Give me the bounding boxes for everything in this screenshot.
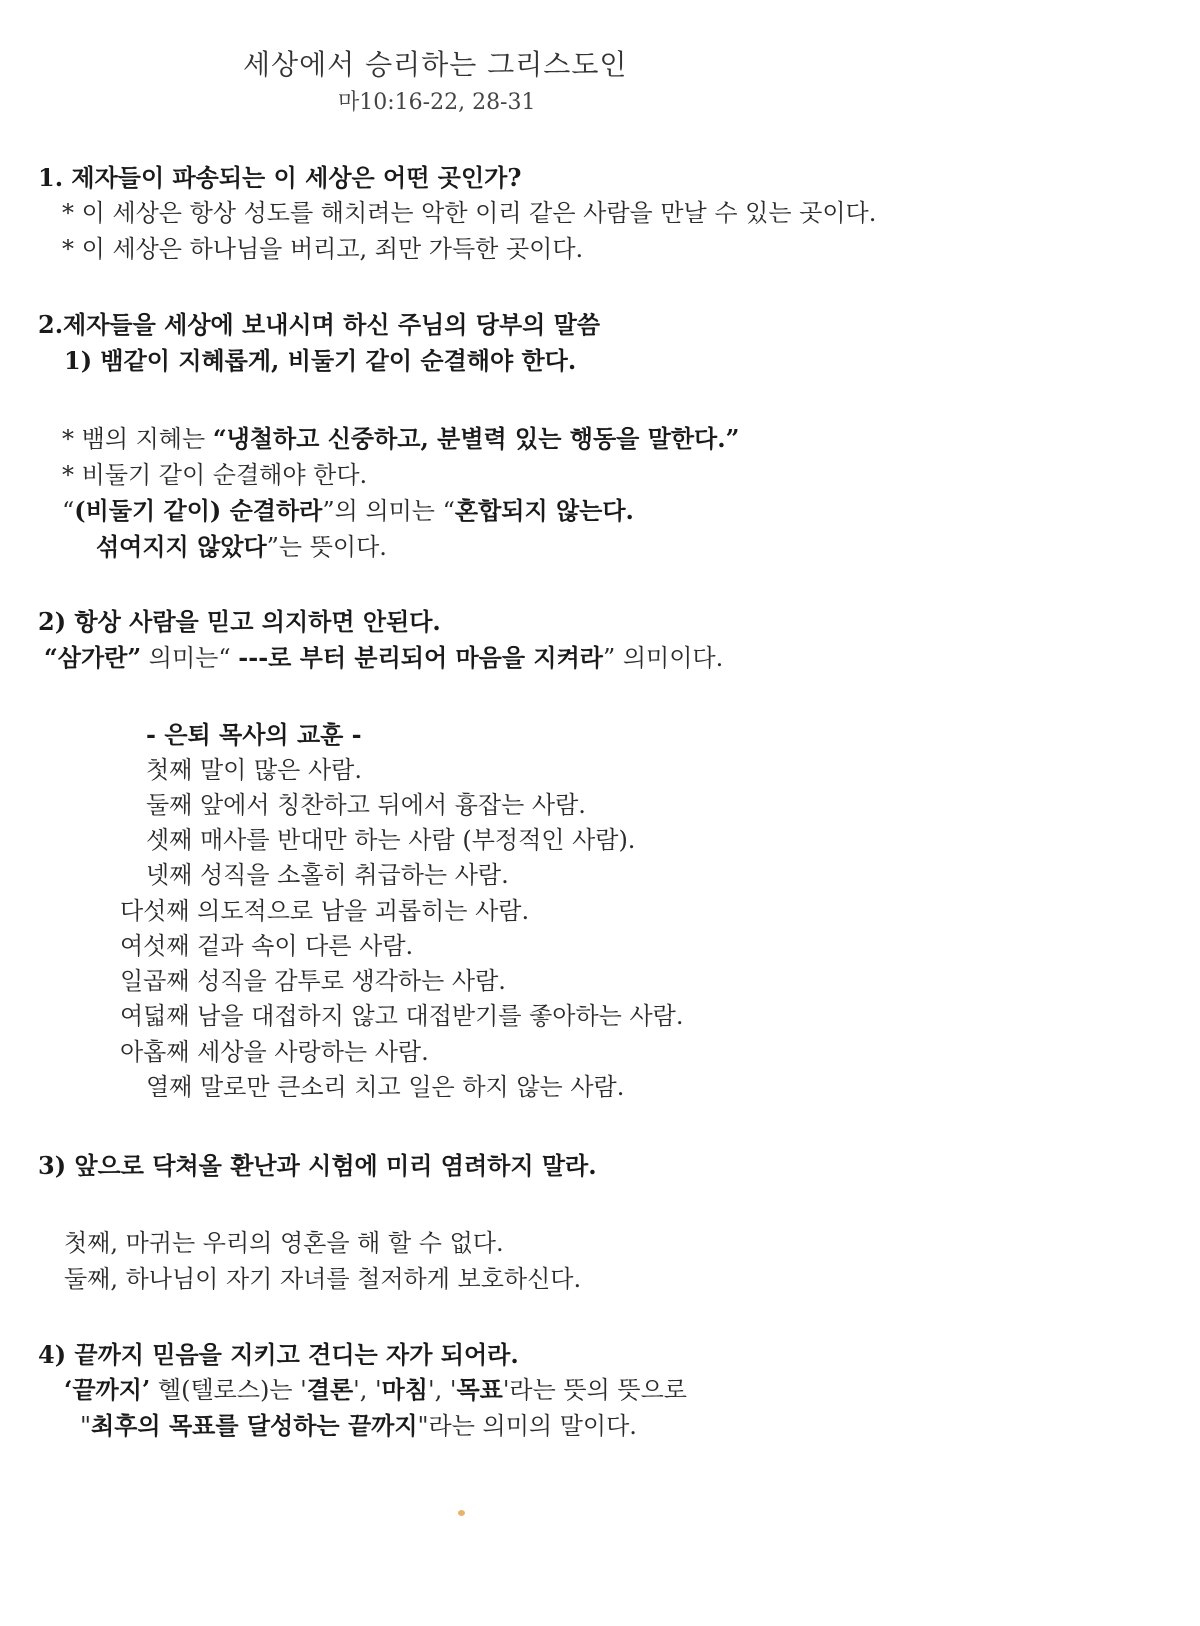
- lesson-item: 다섯째 의도적으로 남을 괴롭히는 사람.: [120, 897, 530, 925]
- telos-text: 헬(텔로스)는 ': [150, 1376, 307, 1404]
- samga-meaning-line: [44, 643, 723, 673]
- section1-bullet-1: * 이 세상은 항상 성도를 해치려는 악한 이리 같은 사람을 만날 수 있는 곳이다.: [62, 199, 877, 227]
- quote-open: “: [62, 497, 75, 525]
- telos-meaning-line-2: [80, 1411, 637, 1441]
- purity-definition: 혼합되지 않는다.: [454, 496, 634, 525]
- point4-heading: 4) 끝까지 믿음을 지키고 견디는 자가 되어라.: [38, 1340, 519, 1369]
- samga-definition: ---로 부터 분리되어 마음을 지켜라: [238, 643, 603, 672]
- telos-sep: ', ': [427, 1376, 457, 1404]
- section2-heading: 2.제자들을 세상에 보내시며 하신 주님의 당부의 말씀: [38, 310, 601, 339]
- scripture-reference: 마10:16-22, 28-31: [338, 90, 536, 115]
- purity-term: (비둘기 같이) 순결하라: [74, 496, 323, 525]
- purity-meaning-line: [62, 496, 634, 526]
- purity-meaning-line-2: [96, 532, 387, 562]
- point1-heading: 1) 뱀같이 지혜롭게, 비둘기 같이 순결해야 한다.: [64, 346, 577, 375]
- dove-purity-line: * 비둘기 같이 순결해야 한다.: [62, 461, 368, 489]
- samga-term: “삼가란”: [44, 643, 142, 672]
- point3-heading: 3) 앞으로 닥쳐올 환난과 시험에 미리 염려하지 말라.: [38, 1151, 597, 1180]
- lesson-item: 아홉째 세상을 사랑하는 사람.: [120, 1038, 429, 1066]
- section1-heading: 1. 제자들이 파송되는 이 세상은 어떤 곳인가?: [38, 163, 522, 192]
- telos-meaning-line: [64, 1375, 687, 1405]
- telos-conclusion: 결론: [306, 1375, 354, 1404]
- samga-end: ” 의미이다.: [602, 644, 724, 672]
- telos-sep: ', ': [353, 1376, 382, 1404]
- point2-heading: 2) 항상 사람을 믿고 의지하면 안된다.: [38, 607, 441, 636]
- telos-goal: 목표: [456, 1375, 503, 1404]
- quote-open: ": [80, 1412, 92, 1440]
- lesson-item: 둘째 앞에서 칭찬하고 뒤에서 흉잡는 사람.: [146, 791, 586, 819]
- purity-meaning-mid: ”의 의미는 “: [322, 497, 455, 525]
- telos-term: ‘끝까지’: [64, 1375, 151, 1404]
- telos-meaning-end: "라는 의미의 말이다.: [417, 1412, 637, 1440]
- snake-wisdom-prefix: * 뱀의 지혜는: [62, 425, 213, 453]
- document-title: 세상에서 승리하는 그리스도인: [243, 48, 628, 81]
- lesson-item: 넷째 성직을 소홀히 취급하는 사람.: [146, 861, 509, 889]
- lesson-item: 열째 말로만 큰소리 치고 일은 하지 않는 사람.: [146, 1073, 625, 1101]
- lesson-title: - 은퇴 목사의 교훈 -: [146, 720, 362, 749]
- point3-second: 둘째, 하나님이 자기 자녀를 철저하게 보호하신다.: [64, 1265, 582, 1293]
- lesson-item: 여덟째 남을 대접하지 않고 대접받기를 좋아하는 사람.: [120, 1002, 684, 1030]
- lesson-item: 첫째 말이 많은 사람.: [146, 756, 362, 784]
- samga-mid: 의미는“: [141, 644, 239, 672]
- telos-end: '라는 뜻의 뜻으로: [502, 1376, 687, 1404]
- lesson-item: 셋째 매사를 반대만 하는 사람 (부정적인 사람).: [146, 826, 636, 854]
- telos-ending: 마침: [381, 1375, 428, 1404]
- snake-wisdom-line: [62, 424, 739, 454]
- lesson-item: 일곱째 성직을 감투로 생각하는 사람.: [120, 967, 506, 995]
- point3-first: 첫째, 마귀는 우리의 영혼을 해 할 수 없다.: [64, 1229, 504, 1257]
- final-goal-phrase: 최후의 목표를 달성하는 끝까지: [91, 1411, 418, 1440]
- purity-meaning-end: ”는 뜻이다.: [266, 533, 387, 561]
- lesson-item: 여섯째 겉과 속이 다른 사람.: [120, 932, 414, 960]
- section1-bullet-2: * 이 세상은 하나님을 버리고, 죄만 가득한 곳이다.: [62, 235, 584, 263]
- purity-definition-cont: 섞여지지 않았다: [96, 532, 267, 561]
- snake-wisdom-definition: “냉철하고 신중하고, 분별력 있는 행동을 말한다.”: [212, 424, 740, 453]
- ink-speck: [458, 1510, 465, 1516]
